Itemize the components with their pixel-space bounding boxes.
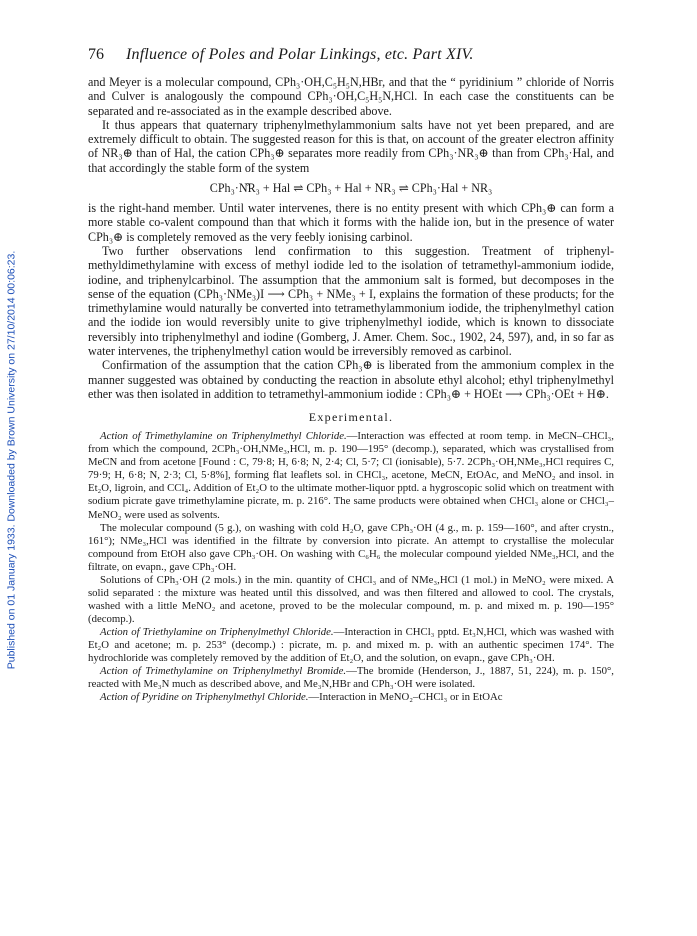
experimental-paragraph-1 bbox=[88, 430, 614, 521]
paragraph-3: is the right-hand member. Until water intervenes, there is no entity present with which CPh₃⊕ can form a more stable co-valent compound than that which it forms with the halide ion, but in the presence of water CPh₃⊕ is completely removed as the very feebly ionising carbinol. bbox=[88, 201, 614, 244]
paragraph-1: and Meyer is a molecular compound, CPh₃·OH,C₅H₅N,HBr, and that the “ pyridinium ” chloride of Norris and Culver is analogously the compound CPh₃·OH,C₅H₅N,HCl. In each case the constituents can be separated and re-associated as in the example described above. bbox=[88, 75, 614, 118]
experiment-1-title: Action of Trimethylamine on Triphenylmethyl Chloride. bbox=[100, 430, 347, 443]
download-watermark bbox=[4, 150, 18, 770]
experimental-paragraph-6 bbox=[88, 691, 614, 704]
experiment-5-title: Action of Trimethylamine on Triphenylmethyl Bromide. bbox=[100, 665, 347, 678]
experimental-paragraph-3: Solutions of CPh₃·OH (2 mols.) in the min. quantity of CHCl₃ and of NMe₃,HCl (1 mol.) in MeNO₂ were mixed. A solid separated : the mixture was heated until this dissolved, and was then filtered and allowed to cool. The crystals, washed with a little MeNO₂ and acetone, proved to be the molecular compound, m. p. and mixed m. p. 190—195° (decomp.). bbox=[88, 573, 614, 625]
running-header bbox=[88, 46, 614, 64]
paragraph-4: Two further observations lend confirmation to this suggestion. Treatment of triphenyl-methyldimethylamine with excess of methyl iodide led to the isolation of tetramethyl-ammonium iodide, iodine, and triphenylcarbinol. The assumption that the ammonium salt is formed, but decomposes in the sense of the equation (CPh₃·NMe₃)I ⟶ CPh₃ + NMe₃ + I, explains the formation of these products; for the trimethylamine would naturally be converted into tetramethylammonium iodide, the triphenylmethyl cation and the iodide ion would reversibly unite to give triphenylmethyl iodide, which is known to dissociate reversibly into triphenylmethyl and iodine (Gomberg, J. Amer. Chem. Soc., 1902, 24, 597), and, in so far as water intervenes, the triphenylmethyl cation would be irreversibly removed as carbinol. bbox=[88, 243, 614, 359]
paragraph-2: It thus appears that quaternary triphenylmethylammonium salts have not yet been prepared, and are extremely difficult to obtain. The suggested reason for this is that, on account of the greater electron affinity of NR₃⊕ than of Hal, the cation CPh₃⊕ separates more readily from CPh₃·NR₃⊕ than from CPh₃·Hal, and that accordingly the stable form of the system bbox=[88, 117, 614, 175]
experimental-section bbox=[88, 430, 614, 704]
experiment-4-text: —Interaction in CHCl₃ pptd. Et₃N,HCl, which was washed with Et₂O and acetone; m. p. 253° (decomp.) : picrate, m. p. and mixed m. p. with an authentic specimen 174°. The hydrochloride was completely removed by the addition of Et₂O, and the solution, on evapn., gave CPh₃·OH. bbox=[88, 625, 614, 665]
paragraph-5: Confirmation of the assumption that the cation CPh₃⊕ is liberated from the ammonium complex in the manner suggested was obtained by conducting the reaction in absolute ethyl alcohol; ethyl triphenylmethyl ether was then isolated in addition to tetramethyl-ammonium iodide : CPh₃⊕ + HOEt ⟶ CPh₃·OEt + H⊕. bbox=[88, 358, 614, 401]
page-number: 76 bbox=[88, 46, 104, 63]
experimental-paragraph-5 bbox=[88, 665, 614, 691]
equation-1: CPh₃·N̊R₃ + Hal ⇌ CPh₃ + Hal + NR₃ ⇌ CPh₃·Hal + NR₃ bbox=[209, 181, 493, 196]
download-watermark-text: Published on 01 January 1933. Downloaded by Brown University on 27/10/2014 00:06:23. bbox=[5, 250, 18, 670]
experiment-5-text: —The bromide (Henderson, J., 1887, 51, 224), m. p. 150°, reacted with Me₃N much as described above, and Me₃N,HBr and CPh₃·OH were isolated. bbox=[88, 665, 614, 691]
page-content bbox=[88, 46, 614, 704]
experiment-4-title: Action of Triethylamine on Triphenylmethyl Chloride. bbox=[100, 625, 334, 638]
experiment-6-title: Action of Pyridine on Triphenylmethyl Chloride. bbox=[100, 691, 309, 704]
experimental-paragraph-2: The molecular compound (5 g.), on washing with cold H₂O, gave CPh₃·OH (4 g., m. p. 159—160°, and after crystn., 161°); NMe₃,HCl was identified in the filtrate by conversion into picrate. An attempt to crystallise the molecular compound from EtOH also gave CPh₃·OH. On washing with C₆H₆ the molecular compound yielded NMe₃,HCl, and the filtrate, on evapn., gave CPh₃·OH. bbox=[88, 521, 614, 573]
experiment-1-text: —Interaction was effected at room temp. in MeCN–CHCl₃, from which the compound, 2CPh₃·OH,NMe₃,HCl, m. p. 190—195° (decomp.), separated, which was crystallised from MeCN and from acetone [Found : C, 79·8; H, 6·8; N, 2·4; Cl, 5·7; Cl (ionisable), 5·7. 2CPh₃·OH,NMe₃,HCl requires C, 79·9; H, 6·8; N, 2·3; Cl, 5·8%], forming flat leaflets sol. in CHCl₃, acetone, MeCN, EtOAc, and MeNO₂ and insol. in Et₂O, ligroin, and CCl₄. Addition of Et₂O to the ultimate mother-liquor pptd. a hygroscopic solid which on treatment with sodium picrate gave trimethylamine picrate, m. p. 216°. The same products were obtained when CHCl₃ alone or CHCl₃–MeNO₂ were used as solvents. bbox=[88, 430, 614, 521]
experiment-6-text: —Interaction in MeNO₂–CHCl₃ or in EtOAc bbox=[308, 691, 503, 704]
section-heading: Experimental. bbox=[308, 410, 394, 425]
experimental-paragraph-4 bbox=[88, 626, 614, 665]
running-title: Influence of Poles and Polar Linkings, etc. Part XIV. bbox=[126, 46, 474, 63]
